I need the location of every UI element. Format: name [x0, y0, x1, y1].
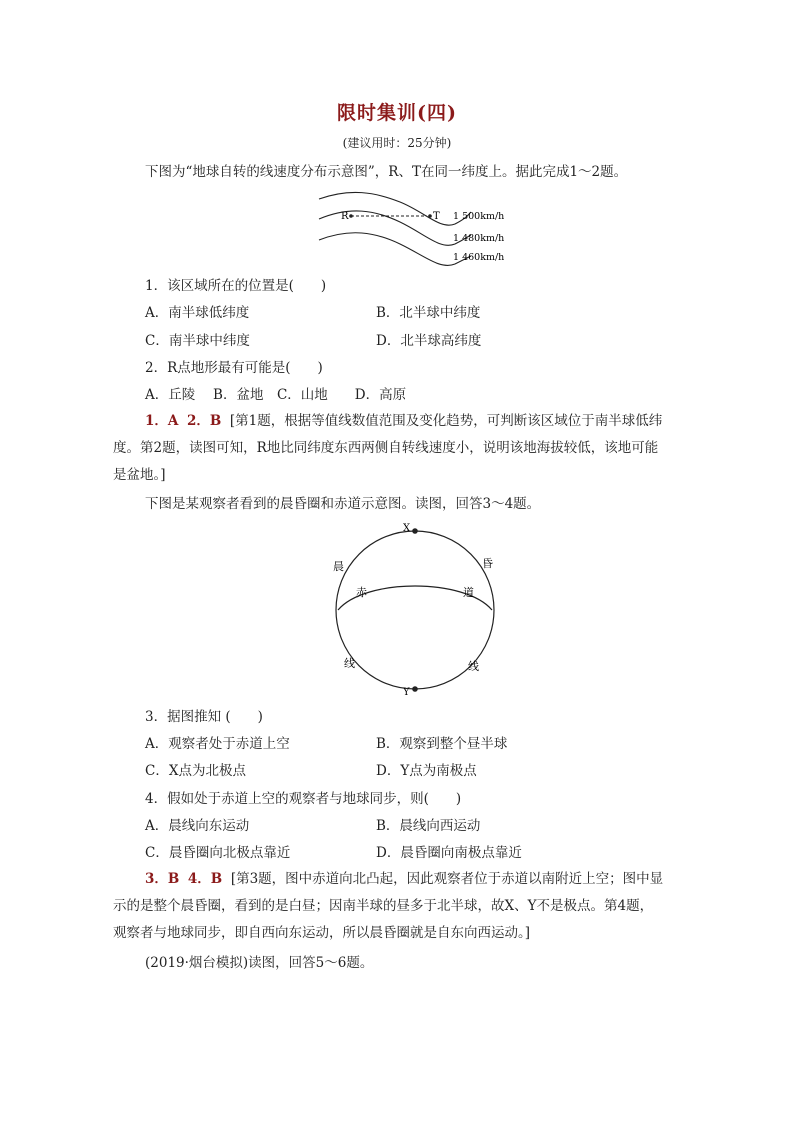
isoline-label-1460: 1 460km/h: [453, 252, 505, 263]
answer-key-2: 2．B: [186, 413, 222, 429]
answer-key-4: 4．B: [187, 871, 223, 887]
answer-3-4-line-3: 观察者与地球同步，即自西向东运动，所以晨昏圈就是自东向西运动。]: [113, 925, 531, 941]
point-y-dot: [412, 686, 418, 692]
point-x-dot: [412, 528, 418, 534]
question-1-stem: 1．该区域所在的位置是( ): [145, 278, 327, 294]
label-xian-right: 线: [468, 660, 479, 673]
intro-text-1: 下图为“地球自转的线速度分布示意图”，R、T在同一纬度上。据此完成1～2题。: [145, 164, 628, 180]
question-1-option-a: A．南半球低纬度: [145, 305, 250, 321]
question-3-stem: 3．据图推知 ( ): [145, 709, 263, 725]
answer-1-2-explain-1: [第1题，根据等值线数值范围及变化趋势，可判断该区域位于南半球低纬: [229, 413, 663, 429]
question-3-option-c: C．X点为北极点: [145, 763, 246, 779]
question-3-option-d: D．Y点为南极点: [376, 763, 477, 779]
question-4-option-c: C．晨昏圈向北极点靠近: [145, 845, 291, 861]
intro-text-3: (2019·烟台模拟)读图，回答5～6题。: [145, 955, 374, 971]
point-t-label: T: [433, 211, 440, 222]
isoline-label-1480: 1 480km/h: [453, 233, 505, 244]
label-chi: 赤: [356, 586, 367, 599]
question-1-option-d: D．北半球高纬度: [376, 333, 482, 349]
question-4-option-a: A．晨线向东运动: [145, 818, 250, 834]
label-xian-left: 线: [344, 657, 355, 670]
point-t-dot: [428, 214, 432, 218]
isoline-label-1500: 1 500km/h: [453, 211, 505, 222]
question-3-option-a: A．观察者处于赤道上空: [145, 736, 290, 752]
point-x-label: X: [403, 523, 411, 534]
answer-1-2-line-1: [145, 408, 662, 435]
answer-key-1: 1．A: [145, 413, 179, 429]
question-2-stem: 2．R点地形最有可能是( ): [145, 360, 323, 376]
question-4-option-d: D．晨昏圈向南极点靠近: [376, 845, 522, 861]
point-y-label: Y: [403, 687, 410, 698]
page-title: 限时集训(四): [337, 102, 457, 124]
question-1-option-b: B．北半球中纬度: [376, 305, 481, 321]
label-dao: 道: [463, 586, 474, 599]
point-r-label: R: [341, 211, 349, 222]
isoline-1460: [319, 233, 471, 266]
label-hun: 昏: [482, 557, 493, 570]
question-4-option-b: B．晨线向西运动: [376, 818, 481, 834]
label-chen: 晨: [333, 560, 344, 573]
answer-key-3: 3．B: [145, 871, 180, 887]
question-1-option-c: C．南半球中纬度: [145, 333, 250, 349]
answer-3-4-line-2: 示的是整个晨昏圈，看到的是白昼；因南半球的昼多于北半球，故X、Y不是极点。第4题，: [113, 898, 654, 914]
answer-3-4-explain-1: [第3题，图中赤道向北凸起，因此观察者位于赤道以南附近上空；图中显: [230, 871, 664, 887]
terminator-equator-figure: [325, 518, 505, 698]
question-3-option-b: B．观察到整个昼半球: [376, 736, 508, 752]
velocity-isoline-figure: [305, 188, 525, 270]
question-2-options: A．丘陵 B．盆地 C．山地 D．高原: [145, 387, 407, 403]
answer-3-4-line-1: [145, 866, 663, 893]
point-r-dot: [349, 214, 353, 218]
answer-1-2-line-2: 度。第2题，读图可知，R地比同纬度东西两侧自转线速度小，说明该地海拔较低，该地可能: [113, 440, 659, 456]
intro-text-2: 下图是某观察者看到的晨昏圈和赤道示意图。读图，回答3～4题。: [145, 496, 541, 512]
page-subtitle: (建议用时：25分钟): [342, 136, 452, 150]
answer-1-2-line-3: 是盆地。]: [113, 467, 166, 483]
question-4-stem: 4．假如处于赤道上空的观察者与地球同步，则( ): [145, 791, 462, 807]
